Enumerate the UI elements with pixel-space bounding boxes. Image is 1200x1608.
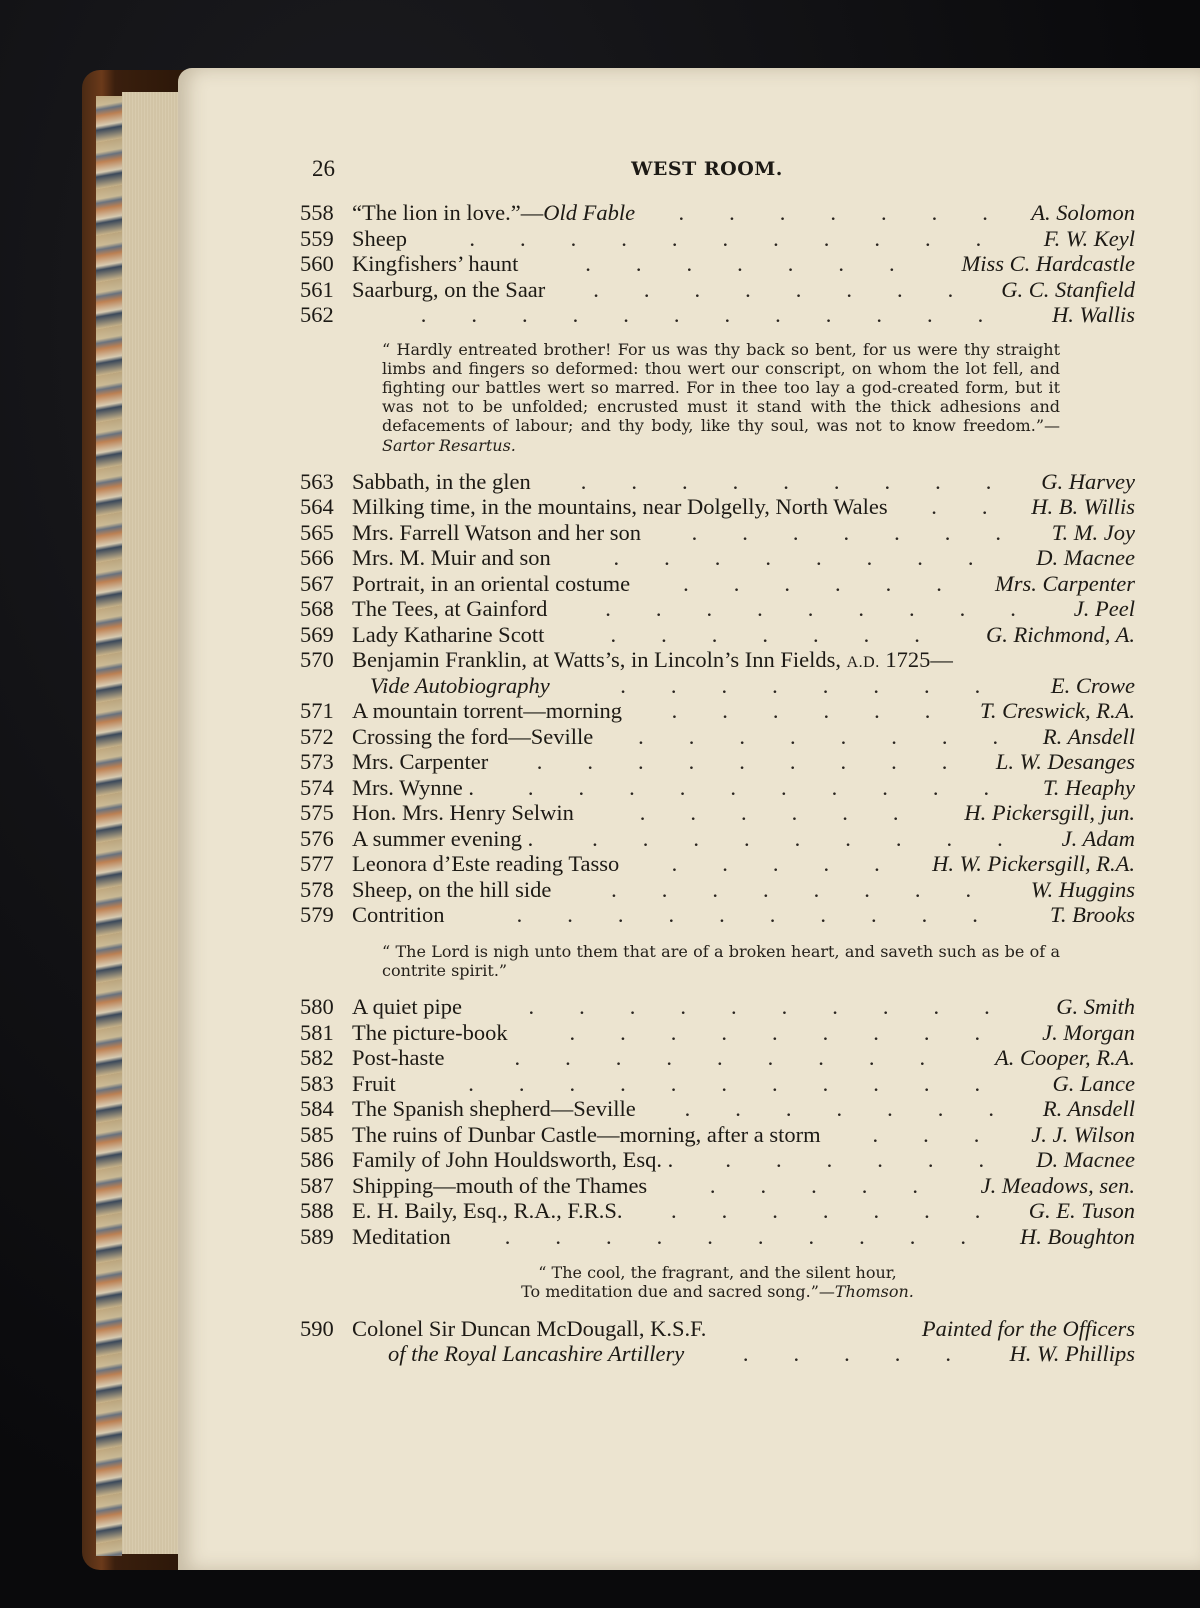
- entry-title: Benjamin Franklin, at Watts’s, in Lincoln’s Inn Fields, A.D. 1725—: [352, 647, 953, 673]
- entry-number: 574: [300, 774, 334, 800]
- entry-number: 590: [300, 1315, 334, 1341]
- entry-title: Crossing the ford—Seville: [352, 723, 594, 749]
- leader-dots: . . . . . . . . .: [592, 825, 1003, 851]
- entry-title: E. H. Baily, Esq., R.A., F.R.S.: [352, 1198, 623, 1224]
- entry-number: 558: [300, 200, 334, 225]
- catalogue-entry: [300, 994, 1135, 1020]
- entry-number: 578: [300, 876, 334, 902]
- entry-title: Portrait, in an oriental costume: [352, 570, 631, 596]
- entry-number: 561: [300, 276, 334, 302]
- entry-number: 563: [300, 468, 334, 494]
- entry-artist: H. Boughton: [1020, 1223, 1135, 1249]
- entry-title: Family of John Houldsworth, Esq. .: [352, 1147, 674, 1173]
- leader-dots: . . . . . . . . .: [536, 749, 948, 775]
- catalogue-entry: [300, 571, 1135, 597]
- entry-artist: H. Pickersgill, jun.: [964, 800, 1135, 826]
- entry-number: 585: [300, 1121, 334, 1147]
- catalogue-entry: [300, 520, 1135, 546]
- entry-artist: J. J. Wilson: [1031, 1121, 1135, 1147]
- entry-artist: T. Brooks: [1049, 902, 1135, 928]
- entry-artist: F. W. Keyl: [1043, 225, 1135, 251]
- catalogue-entry: [300, 226, 1135, 252]
- entry-artist: H. W. Pickersgill, R.A.: [932, 851, 1135, 877]
- entry-artist: D. Macnee: [1036, 1147, 1135, 1173]
- catalogue-entry: [300, 469, 1135, 495]
- entry-title: Mrs. M. Muir and son: [352, 545, 551, 571]
- leader-dots: . . . . . . .: [670, 1198, 981, 1224]
- leader-dots: . . . . . . . .: [620, 672, 981, 698]
- catalogue-entry: [300, 1173, 1135, 1199]
- catalogue-entry: [300, 877, 1135, 903]
- entry-number: 573: [300, 749, 334, 775]
- entry-artist: J. Adam: [1061, 825, 1135, 851]
- entry-artist: G. Richmond, A.: [986, 621, 1135, 647]
- entry-number: 583: [300, 1070, 334, 1096]
- leader-dots: . . . . . . . . . . . .: [420, 302, 984, 327]
- leader-dots: . . . . . . .: [691, 519, 1002, 545]
- leader-dots: . . . . . . . . . .: [527, 774, 990, 800]
- entry-group: [300, 698, 1135, 928]
- quote-text: “ Hardly entreated brother! For us was thy back so bent, for us were thy straight limbs and fingers so deformed: thou wert our conscript, on whom the lot fell, and fighting our battles wert so marred. For in thee too lay a god-created form, but it was not to be unfolded; encrusted must it stand with the thick adhesions and defacements of labour; and thy body, like thy soul, was not to know freedom.”—: [382, 339, 1060, 436]
- leader-dots: . . . . . . .: [585, 251, 895, 276]
- catalogue-entry: [300, 826, 1135, 852]
- entry-title: Meditation: [352, 1223, 451, 1249]
- catalogue-entry: [300, 800, 1135, 826]
- entry-title: A mountain torrent—morning: [352, 698, 622, 724]
- entry-number: 559: [300, 225, 334, 251]
- entry-number: 570: [300, 647, 334, 673]
- quote-line: “ The cool, the fragrant, and the silent hour,: [538, 1263, 897, 1283]
- entry-number: 568: [300, 596, 334, 622]
- leader-dots: . . . . . . . . . .: [528, 994, 990, 1020]
- entry-number: 576: [300, 825, 334, 851]
- entry-artist: T. Heaphy: [1042, 774, 1135, 800]
- entry-number: 575: [300, 800, 334, 826]
- catalogue-entry: [300, 1122, 1135, 1148]
- entry-number: 565: [300, 519, 334, 545]
- catalogue-entry: [300, 775, 1135, 801]
- entry-number: 564: [300, 494, 334, 520]
- catalogue-entry: [300, 1147, 1135, 1173]
- entry-artist: W. Huggins: [1030, 876, 1135, 902]
- catalogue-entry: [300, 1316, 1135, 1342]
- entry-artist: G. C. Stanfield: [1001, 276, 1135, 302]
- entry-title-continued: Vide Autobiography: [370, 672, 550, 698]
- catalogue-entry: [300, 1198, 1135, 1224]
- leader-dots: . . . . . . . . .: [569, 1019, 981, 1045]
- entry-title: Sheep, on the hill side: [352, 876, 552, 902]
- quote-scripture: “ The Lord is nigh unto them that are of a broken heart, and saveth such as be of a contrite spirit.”: [382, 941, 1060, 980]
- catalogue-entry: [300, 251, 1135, 277]
- catalogue-entry: [300, 1045, 1135, 1071]
- entry-artist: R. Ansdell: [1042, 723, 1135, 749]
- entry-artist: A. Solomon: [1031, 200, 1135, 225]
- entry-note-continued: of the Royal Lancashire Artillery: [388, 1341, 685, 1367]
- entry-artist: G. Smith: [1056, 994, 1135, 1020]
- entry-title-source: Old Fable: [543, 200, 636, 225]
- leader-dots: . . . . . . . .: [593, 276, 954, 302]
- leader-dots: . . .: [872, 1121, 980, 1147]
- catalogue-entry: [300, 851, 1135, 877]
- entry-number: 588: [300, 1198, 334, 1224]
- entry-group: [300, 994, 1135, 1249]
- entry-title: Fruit: [352, 1070, 396, 1096]
- entry-number: 560: [300, 251, 334, 276]
- catalogue-entry: [300, 724, 1135, 750]
- entry-title: Shipping—mouth of the Thames: [352, 1172, 648, 1198]
- entry-title: Mrs. Carpenter: [352, 749, 489, 775]
- entry-title: Milking time, in the mountains, near Dolgelly, North Wales: [352, 494, 888, 520]
- entry-artist: G. Lance: [1052, 1070, 1135, 1096]
- entry-artist: T. Creswick, R.A.: [980, 698, 1135, 724]
- entry-title: Colonel Sir Duncan McDougall, K.S.F.: [352, 1315, 707, 1341]
- leader-dots: . . . . . . .: [610, 621, 920, 647]
- entry-title: A summer evening .: [352, 825, 534, 851]
- entry-artist: Miss C. Hardcastle: [961, 251, 1135, 276]
- entry-artist: D. Macnee: [1036, 545, 1135, 571]
- entry-number: 589: [300, 1223, 334, 1249]
- catalogue-entry-continued: [300, 673, 1135, 699]
- leader-dots: . . . . .: [671, 851, 880, 877]
- quote-line: To meditation due and sacred song.”—Thomson.: [521, 1282, 914, 1302]
- leader-dots: . . . . . . . . . .: [516, 902, 978, 928]
- entry-title: Contrition: [352, 902, 445, 928]
- quote-sartor-resartus: [382, 340, 1060, 455]
- entry-artist: J. Morgan: [1042, 1019, 1135, 1045]
- entry-number: 579: [300, 902, 334, 928]
- catalogue-list: [300, 200, 1135, 1367]
- entry-title: Leonora d’Este reading Tasso: [352, 851, 620, 877]
- quote-source: Sartor Resartus.: [382, 435, 516, 455]
- leader-dots: . . . . . . . .: [611, 876, 972, 902]
- entry-artist: A. Cooper, R.A.: [995, 1045, 1135, 1071]
- entry-title: The Tees, at Gainford: [352, 596, 548, 622]
- entry-title: The picture-book: [352, 1019, 508, 1045]
- entry-number: 571: [300, 698, 334, 724]
- entry-title: Mrs. Farrell Watson and her son: [352, 519, 641, 545]
- leader-dots: . . . . . . . . .: [514, 1045, 926, 1071]
- entry-number: 562: [300, 302, 334, 327]
- entry-number: 569: [300, 621, 334, 647]
- catalogue-entry: [300, 277, 1135, 303]
- entry-number: 567: [300, 570, 334, 596]
- quote-thomson: [300, 1263, 1135, 1301]
- entry-title: A quiet pipe: [352, 994, 462, 1020]
- entry-artist: G. Harvey: [1041, 468, 1135, 494]
- leader-dots: . . . . . . . . .: [605, 596, 1016, 622]
- leader-dots: . .: [931, 494, 988, 520]
- catalogue-entry: [300, 1224, 1135, 1250]
- catalogue-entry: [300, 596, 1135, 622]
- catalogue-entry: [300, 545, 1135, 571]
- leader-dots: . . . . . . .: [678, 200, 988, 225]
- entry-number: 566: [300, 545, 334, 571]
- catalogue-entry: [300, 698, 1135, 724]
- leader-dots: . . . . . . . . . .: [504, 1223, 966, 1249]
- entry-title: Mrs. Wynne .: [352, 774, 474, 800]
- entry-number: 586: [300, 1147, 334, 1173]
- page-number: 26: [312, 156, 335, 181]
- entry-artist: H. B. Willis: [1031, 494, 1135, 520]
- leader-dots: . . . . . . . . . . .: [468, 1070, 981, 1096]
- entry-artist: R. Ansdell: [1042, 1096, 1135, 1122]
- entry-title: “The lion in love.”—: [352, 200, 544, 225]
- catalogue-entry: [300, 1096, 1135, 1122]
- catalogue-entry: [300, 1071, 1135, 1097]
- entry-number: 577: [300, 851, 334, 877]
- catalogue-entry-continued: [300, 1341, 1135, 1367]
- leader-dots: . . . . . . . .: [638, 723, 999, 749]
- catalogue-entry: [300, 749, 1135, 775]
- entry-artist: J. Peel: [1073, 596, 1135, 622]
- entry-title: Hon. Mrs. Henry Selwin: [352, 800, 574, 826]
- entry-artist: J. Meadows, sen.: [980, 1172, 1135, 1198]
- entry-artist: L. W. Desanges: [995, 749, 1135, 775]
- entry-title: Sheep: [352, 225, 407, 251]
- entry-artist: G. E. Tuson: [1028, 1198, 1135, 1224]
- catalogue-entry: [300, 200, 1135, 226]
- running-head: [312, 156, 1102, 186]
- entry-number: 580: [300, 994, 334, 1020]
- entry-title: Lady Katharine Scott: [352, 621, 545, 647]
- marbled-edge: [96, 96, 122, 1556]
- entry-title: Sabbath, in the glen: [352, 468, 531, 494]
- entry-title: Post-haste: [352, 1045, 445, 1071]
- leader-dots: . . . . .: [709, 1172, 918, 1198]
- entry-title: The ruins of Dunbar Castle—morning, after a storm: [352, 1121, 821, 1147]
- leader-dots: . . . . . . . .: [613, 545, 974, 571]
- entry-group: [300, 469, 1135, 648]
- entry-artist: Mrs. Carpenter: [995, 570, 1135, 596]
- leader-dots: . . . . . .: [639, 800, 899, 826]
- page-stack: [122, 92, 184, 1554]
- entry-artist: H. Wallis: [1052, 302, 1135, 327]
- leader-dots: . . . . . .: [671, 698, 931, 724]
- entry-group: [300, 200, 1135, 328]
- entry-title: Saarburg, on the Saar: [352, 276, 546, 302]
- entry-artist: H. W. Phillips: [1009, 1341, 1135, 1367]
- catalogue-entry: [300, 302, 1135, 328]
- leader-dots: . . . . . . . . .: [580, 468, 992, 494]
- entry-title: The Spanish shepherd—Seville: [352, 1096, 636, 1122]
- entry-number: 581: [300, 1019, 334, 1045]
- catalogue-entry: [300, 902, 1135, 928]
- catalogue-entry: [300, 622, 1135, 648]
- catalogue-entry: [300, 647, 1135, 673]
- running-title: WEST ROOM.: [631, 158, 783, 180]
- leader-dots: . . . . . . .: [684, 1096, 994, 1122]
- leader-dots: . . . . . .: [725, 1147, 985, 1173]
- quote-source: Thomson.: [834, 1282, 914, 1302]
- leader-dots: . . . . . .: [683, 570, 942, 596]
- leader-dots: . . . . . . . . . . .: [469, 225, 982, 251]
- catalogue-entry: [300, 1020, 1135, 1046]
- entry-number: 587: [300, 1172, 334, 1198]
- entry-number: 572: [300, 723, 334, 749]
- entry-note: Painted for the Officers: [921, 1315, 1135, 1341]
- entry-title: Kingfishers’ haunt: [352, 251, 519, 276]
- entry-number: 584: [300, 1096, 334, 1122]
- entry-artist: T. M. Joy: [1051, 519, 1135, 545]
- leader-dots: . . . . .: [742, 1341, 951, 1367]
- entry-artist: E. Crowe: [1050, 672, 1135, 698]
- catalogue-entry: [300, 494, 1135, 520]
- entry-number: 582: [300, 1045, 334, 1071]
